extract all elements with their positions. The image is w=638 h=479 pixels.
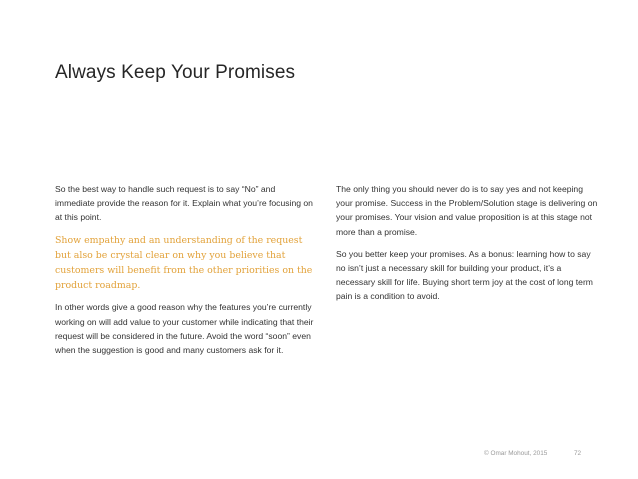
right-paragraph-2: So you better keep your promises. As a bonus: learning how to say no isn’t just a necessary skill for building your product, it’s a necessary skill for life. Buying short term joy at the cost of long term pain is a condition to avoid. [336,248,593,302]
page-number: 72 [574,450,582,457]
left-paragraph-1: So the best way to handle such request is to say “No” and immediate provide the reason for it. Explain what you’re focusing on at this point. [55,184,313,223]
slide-title: Always Keep Your Promises [55,62,296,83]
right-column [336,182,598,312]
right-paragraph-1: The only thing you should never do is to say yes and not keeping your promise. Success in the Problem/Solution stage is delivering on your promises. Your vision and value proposition is at this stage not more than a promise. [336,184,598,237]
left-column [55,182,317,365]
left-paragraph-2: In other words give a good reason why the features you’re currently working on will add value to your customer while indicating that their request will be considered in the future. Avoid the word “soon” even when the suggestion is good and many customers ask for it. [55,302,314,356]
copyright-notice: © Omar Mohout, 2015 [484,450,548,457]
highlight-quote: Show empathy and an understanding of the request but also be crystal clear on why you believe that customers will benefit from the other priorities on the product roadmap. [55,234,313,292]
